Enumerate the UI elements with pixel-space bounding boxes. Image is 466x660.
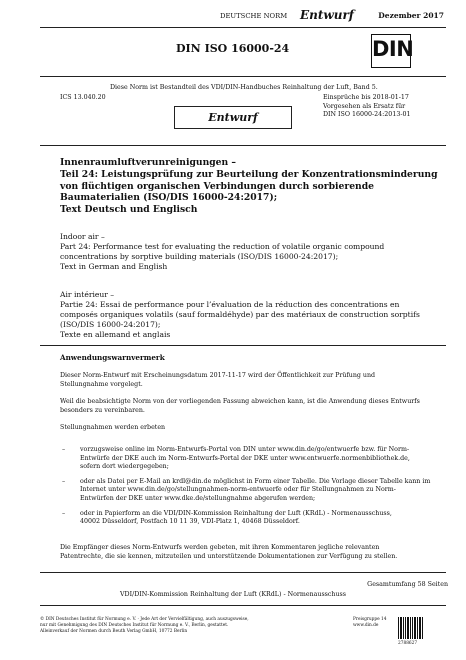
price-info xyxy=(353,617,387,629)
footer-rule xyxy=(40,605,446,606)
objection-line: Einsprüche bis 2018-01-17 xyxy=(323,94,409,101)
committee-name: VDI/DIN-Kommission Reinhaltung der Luft (KRdL) - Normenausschuss xyxy=(119,591,347,598)
warning-paragraph xyxy=(60,372,456,389)
objection-line: DIN ISO 16000-24:2013-01 xyxy=(323,111,411,118)
list-item xyxy=(60,446,456,472)
list-item-line: Entwürfe der DKE auch im Norm-Entwurfs-Portal der DKE unter www.entwuerfe.normenbibliothek.de, xyxy=(80,454,410,462)
din-logo-text: DIN xyxy=(372,37,414,61)
draft-box-label: Entwurf xyxy=(208,111,258,124)
list-item-line: 40002 Düsseldorf, Postfach 10 11 39, VDI-Platz 1, 40468 Düsseldorf. xyxy=(80,518,300,526)
copyright-line: © DIN Deutsches Institut für Normung e. V. · Jede Art der Vervielfältigung, auch auszugsweise, xyxy=(40,617,249,622)
title-german xyxy=(60,157,456,216)
list-item-line: Internet unter www.din.de/go/stellungnahmen-norm-entwuerfe oder für Stellungnahmen zu Norm- xyxy=(80,486,396,494)
warning-rule xyxy=(40,345,446,346)
objection-line: Vorgesehen als Ersatz für xyxy=(323,102,406,110)
title-french xyxy=(60,290,456,340)
document-header xyxy=(220,10,450,24)
draft-status: Entwurf xyxy=(300,8,354,22)
objection-deadline xyxy=(323,94,410,120)
register-url: www.din.de xyxy=(353,623,379,629)
title-line: Teil 24: Leistungsprüfung zur Beurteilung der Konzentrationsminderung xyxy=(60,168,438,180)
warning-heading: Anwendungswarnvermerk xyxy=(60,353,165,362)
price-group: Preisgruppe 14 xyxy=(353,617,387,622)
title-line: Text Deutsch und Englisch xyxy=(60,204,198,216)
issue-date: Dezember 2017 xyxy=(378,11,444,20)
din-logo xyxy=(371,34,414,68)
draft-box xyxy=(174,106,292,129)
title-line: Air intérieur – xyxy=(60,290,115,299)
paragraph-line: Stellungnahme vorgelegt. xyxy=(60,380,143,388)
list-dash: – xyxy=(62,477,66,485)
warning-paragraph xyxy=(60,398,456,415)
title-line: (ISO/DIS 16000-24:2017); xyxy=(60,320,161,330)
list-dash: – xyxy=(62,446,66,453)
paragraph-line: Patentrechte, die sie kennen, mitzuteilen und unterstützende Dokumentationen zur Verfügung zu stellen. xyxy=(60,552,398,560)
list-item-line: oder in Papierform an die VDI/DIN-Kommission Reinhaltung der Luft (KRdL) - Normenausschuss, xyxy=(80,509,392,517)
copyright-line: Alleinverkauf der Normen durch Beuth Verlag GmbH, 10772 Berlin xyxy=(40,629,188,635)
paragraph-line: besonders zu vereinbaren. xyxy=(60,406,145,414)
title-line: Innenraumluftverunreinigungen – xyxy=(60,157,236,168)
vdi-handbook-note: Diese Norm ist Bestandteil des VDI/DIN-Handbuches Reinhaltung der Luft, Band 5. xyxy=(110,84,378,91)
copyright-line: nur mit Genehmigung des DIN Deutsches Institut für Normung e. V., Berlin, gestattet. xyxy=(40,623,229,629)
copyright-notice xyxy=(40,617,249,635)
paragraph-line: Dieser Norm-Entwurf mit Erscheinungsdatum 2017-11-17 wird der Öffentlichkeit zur Prüfung und xyxy=(60,372,376,379)
list-item-line: oder als Datei per E-Mail an krdl@din.de möglichst in Form einer Tabelle. Die Vorlage dieser Tabelle kann im xyxy=(80,477,431,485)
title-line: composés organiques volatils (sauf formaldéhyde) par des matériaux de construction sorptifs xyxy=(60,310,420,320)
title-line: concentrations by sorptive building materials (ISO/DIS 16000-24:2017); xyxy=(60,252,339,262)
document-number: DIN ISO 16000-24 xyxy=(176,42,290,55)
title-rule xyxy=(40,145,446,146)
patent-notice xyxy=(60,544,456,561)
total-pages: Gesamtumfang 58 Seiten xyxy=(367,581,448,588)
barcode-icon xyxy=(398,617,424,639)
list-item xyxy=(60,510,456,527)
norm-label: DEUTSCHE NORM xyxy=(220,12,288,20)
title-line: Partie 24: Essai de performance pour l’évaluation de la réduction des concentrations en xyxy=(60,300,400,310)
list-dash: – xyxy=(62,509,66,517)
list-item xyxy=(60,478,456,504)
document-code: 2788627 xyxy=(398,641,418,646)
header-rule xyxy=(40,27,446,28)
title-english xyxy=(60,232,456,272)
comment-channels-list xyxy=(60,446,456,533)
paragraph-line: Die Empfänger dieses Norm-Entwurfs werden gebeten, mit ihren Kommentaren jegliche relevanten xyxy=(60,544,380,551)
title-line: Text in German and English xyxy=(60,262,168,272)
comments-intro: Stellungnahmen werden erbeten xyxy=(60,424,166,431)
title-line: Part 24: Performance test for evaluating the reduction of volatile organic compound xyxy=(60,242,385,252)
bottom-rule xyxy=(40,572,446,573)
title-block-rule xyxy=(40,76,446,77)
title-line: Indoor air – xyxy=(60,232,105,241)
ics-code: ICS 13.040.20 xyxy=(60,94,106,101)
title-line: von flüchtigen organischen Verbindungen durch sorbierende xyxy=(60,180,374,192)
list-item-line: Entwürfen der DKE unter www.dke.de/stellungnahme abgerufen werden; xyxy=(80,494,316,502)
title-line: Texte en allemand et anglais xyxy=(60,330,171,340)
list-item-line: vorzugsweise online im Norm-Entwurfs-Portal von DIN unter www.din.de/go/entwuerfe bzw. für Norm- xyxy=(80,446,410,453)
paragraph-line: Weil die beabsichtigte Norm von der vorliegenden Fassung abweichen kann, ist die Anwendung dieses Entwurfs xyxy=(60,398,420,405)
list-item-line: sofern dort wiedergegeben; xyxy=(80,463,169,471)
title-line: Baumaterialien (ISO/DIS 16000-24:2017); xyxy=(60,192,278,204)
